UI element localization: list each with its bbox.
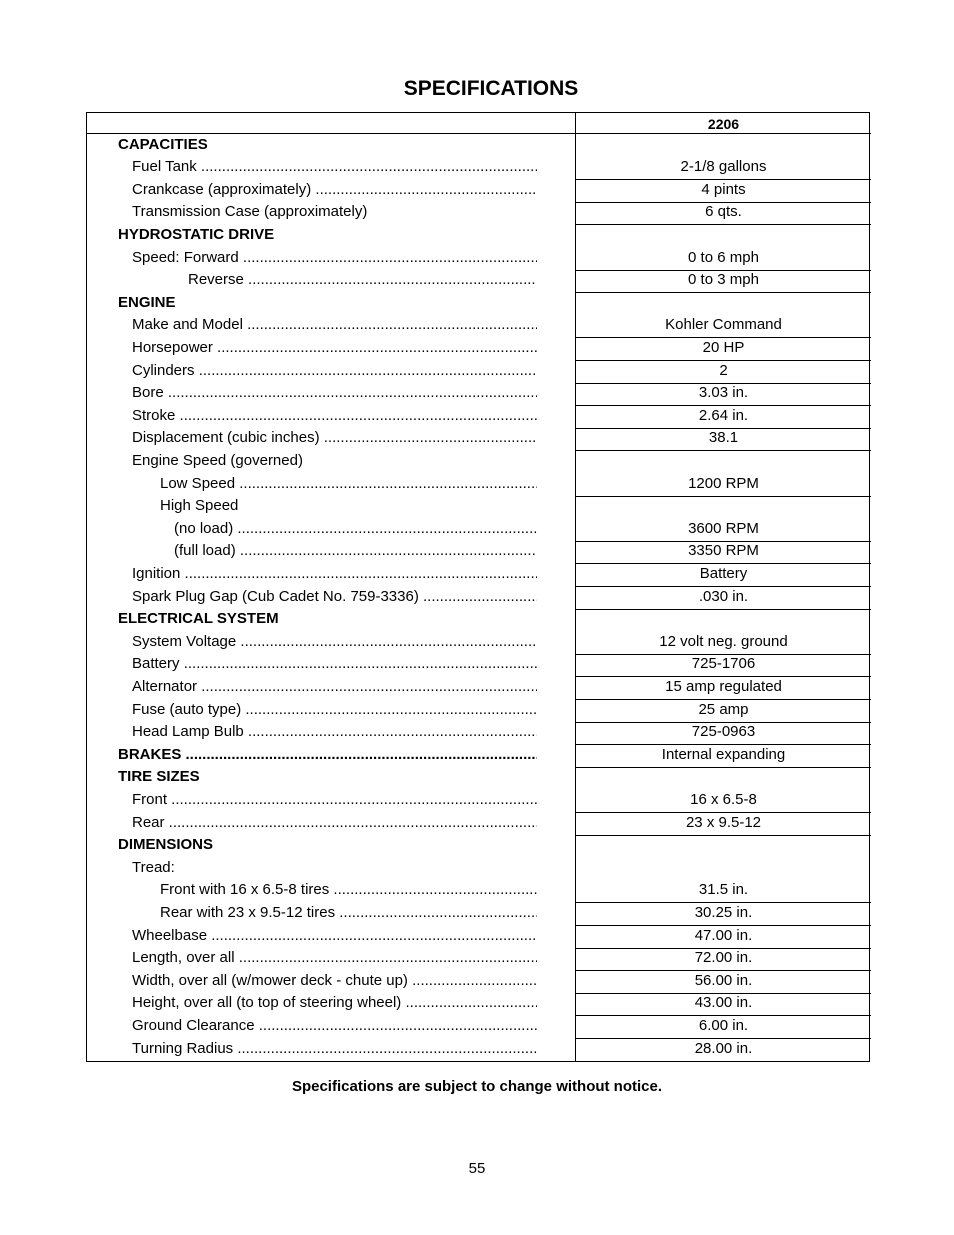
spec-value: Internal expanding: [661, 745, 786, 763]
spec-label: Fuse (auto type) .....: [132, 700, 537, 720]
section-label: TIRE SIZES: [118, 768, 200, 786]
spec-label: Tread:: [132, 858, 175, 876]
spec-row: [87, 745, 871, 765]
section-header-row: [87, 767, 871, 787]
spec-row: [87, 180, 871, 200]
spec-label: Horsepower .....: [132, 338, 537, 358]
spec-value: .030 in.: [698, 587, 749, 605]
spec-row: [87, 903, 871, 923]
spec-value: 20 HP: [702, 338, 745, 356]
spec-value: 3600 RPM: [688, 519, 759, 537]
spec-value: 12 volt neg. ground: [659, 632, 788, 650]
spec-row: [87, 519, 871, 539]
spec-row: [87, 813, 871, 833]
spec-row: [87, 971, 871, 991]
spec-label: Rear with 23 x 9.5-12 tires .....: [160, 903, 537, 923]
spec-row: [87, 496, 871, 516]
spec-label: Height, over all (to top of steering wheel) .....: [132, 993, 537, 1013]
spec-label: Front .....: [132, 790, 537, 810]
spec-label: (full load) .....: [174, 541, 537, 561]
spec-row: [87, 202, 871, 222]
spec-value: 725-0963: [691, 723, 756, 741]
spec-label: Front with 16 x 6.5-8 tires .....: [160, 880, 537, 900]
spec-value: 0 to 3 mph: [688, 271, 759, 289]
spec-label: Low Speed .....: [160, 474, 537, 494]
section-label: HYDROSTATIC DRIVE: [118, 225, 275, 243]
spec-value: 3350 RPM: [688, 542, 759, 560]
spec-value: 38.1: [708, 429, 739, 447]
spec-value: 2.64 in.: [698, 406, 749, 424]
spec-label: System Voltage .....: [132, 632, 537, 652]
section-header-row: [87, 135, 871, 155]
spec-label: (no load) .....: [174, 519, 537, 539]
spec-label: Spark Plug Gap (Cub Cadet No. 759-3336) .....: [132, 587, 537, 607]
spec-value: 4 pints: [701, 180, 746, 198]
spec-label: Bore .....: [132, 383, 537, 403]
spec-label: Transmission Case (approximately): [132, 203, 368, 221]
spec-label: Ground Clearance .....: [132, 1016, 537, 1036]
spec-value: 6.00 in.: [698, 1016, 749, 1034]
spec-value: 31.5 in.: [698, 881, 749, 899]
spec-label: High Speed: [160, 497, 239, 515]
model-header: 2206: [707, 116, 740, 132]
spec-value: Kohler Command: [665, 316, 782, 334]
spec-row: [87, 677, 871, 697]
page-number: 55: [468, 1160, 486, 1177]
spec-label: Cylinders .....: [132, 361, 537, 381]
spec-value: 25 amp: [698, 700, 749, 718]
spec-value: 2-1/8 gallons: [680, 158, 767, 176]
section-header-row: [87, 225, 871, 245]
spec-value: 6 qts.: [705, 203, 742, 221]
spec-label: Turning Radius .....: [132, 1039, 537, 1059]
spec-label: Reverse .....: [188, 270, 537, 290]
section-header-row: [87, 293, 871, 313]
spec-label: Rear .....: [132, 813, 537, 833]
page-title: SPECIFICATIONS: [403, 77, 579, 100]
spec-label: Head Lamp Bulb .....: [132, 722, 537, 742]
specifications-table: [86, 112, 870, 1062]
spec-value: 56.00 in.: [694, 971, 753, 989]
spec-row: [87, 880, 871, 900]
spec-value: 72.00 in.: [694, 949, 753, 967]
spec-row: [87, 1016, 871, 1036]
spec-label: Fuel Tank .....: [132, 157, 537, 177]
section-header-row: [87, 835, 871, 855]
spec-value: 47.00 in.: [694, 926, 753, 944]
spec-label: Stroke .....: [132, 406, 537, 426]
spec-label: Length, over all .....: [132, 948, 537, 968]
spec-value: 2: [719, 361, 728, 379]
spec-row: [87, 474, 871, 494]
spec-row: [87, 541, 871, 561]
spec-row: [87, 700, 871, 720]
spec-row: [87, 948, 871, 968]
spec-row: [87, 632, 871, 652]
spec-value: Battery: [699, 564, 748, 582]
spec-label: Speed: Forward .....: [132, 248, 537, 268]
section-label: ELECTRICAL SYSTEM: [118, 610, 279, 628]
spec-row: [87, 993, 871, 1013]
spec-row: [87, 1039, 871, 1059]
spec-row: [87, 654, 871, 674]
spec-value: 3.03 in.: [698, 384, 749, 402]
spec-value: 30.25 in.: [694, 903, 753, 921]
spec-row: [87, 406, 871, 426]
spec-label: Crankcase (approximately) .....: [132, 180, 537, 200]
spec-label: Engine Speed (governed): [132, 451, 303, 469]
spec-value: 15 amp regulated: [665, 677, 782, 695]
footnote: Specifications are subject to change without notice.: [291, 1078, 663, 1095]
section-label: BRAKES .....: [118, 745, 537, 765]
section-label: DIMENSIONS: [118, 836, 214, 854]
spec-row: [87, 315, 871, 335]
spec-label: Ignition .....: [132, 564, 537, 584]
spec-row: [87, 564, 871, 584]
spec-value: 16 x 6.5-8: [690, 790, 757, 808]
spec-row: [87, 361, 871, 381]
spec-row: [87, 428, 871, 448]
spec-row: [87, 248, 871, 268]
section-label: CAPACITIES: [118, 135, 208, 153]
spec-row: [87, 338, 871, 358]
spec-label: Wheelbase .....: [132, 926, 537, 946]
spec-row: [87, 587, 871, 607]
spec-value: 28.00 in.: [694, 1039, 753, 1057]
spec-label: Width, over all (w/mower deck - chute up) .....: [132, 971, 537, 991]
spec-value: 725-1706: [691, 655, 756, 673]
spec-value: 1200 RPM: [688, 474, 759, 492]
spec-row: [87, 722, 871, 742]
spec-row: [87, 451, 871, 471]
section-header-row: [87, 609, 871, 629]
spec-row: [87, 157, 871, 177]
spec-row: [87, 926, 871, 946]
spec-value: 43.00 in.: [694, 994, 753, 1012]
spec-value: 23 x 9.5-12: [685, 813, 762, 831]
spec-label: Alternator .....: [132, 677, 537, 697]
spec-row: [87, 383, 871, 403]
spec-label: Battery .....: [132, 654, 537, 674]
spec-value: 0 to 6 mph: [688, 248, 759, 266]
section-label: ENGINE: [118, 293, 176, 311]
spec-row: [87, 858, 871, 878]
spec-label: Make and Model .....: [132, 315, 537, 335]
spec-row: [87, 270, 871, 290]
spec-row: [87, 790, 871, 810]
spec-label: Displacement (cubic inches) .....: [132, 428, 537, 448]
